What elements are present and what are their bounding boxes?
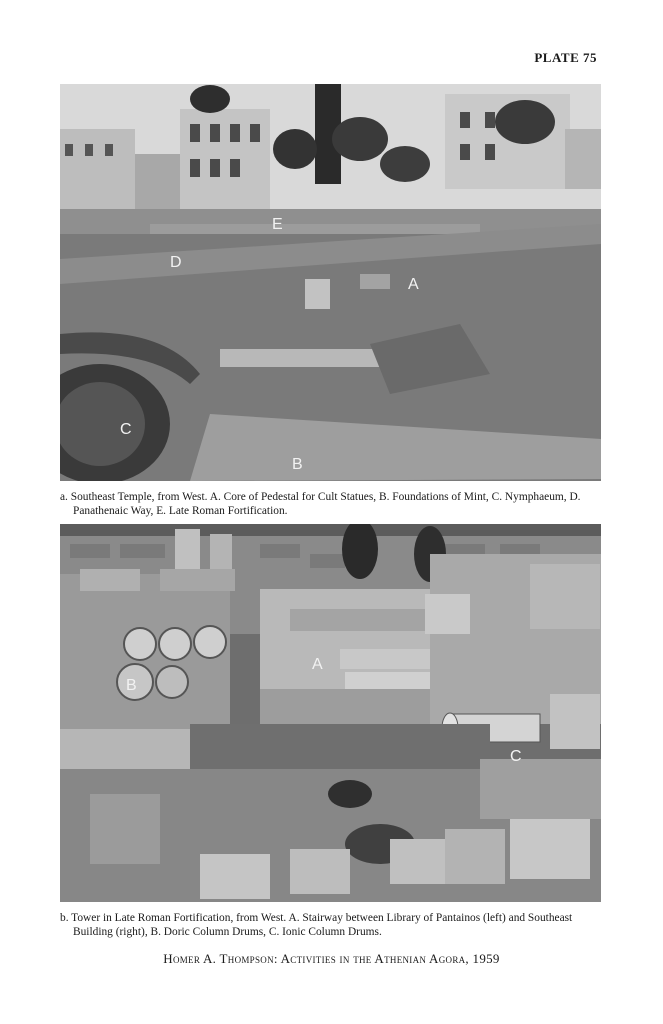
photo-a-image	[60, 84, 601, 481]
photo-tower-fortification	[60, 524, 601, 902]
caption-b: b. Tower in Late Roman Fortification, from West. A. Stairway between Library of Pantainos (left) and Southeast Building (right), B. Doric Column Drums, C. Ionic Column Drums.	[60, 912, 573, 938]
photo-b-letter-c: C	[510, 748, 522, 765]
photo-b-letter-a: A	[312, 656, 323, 673]
running-footer: Homer A. Thompson: Activities in the Athenian Agora, 1959	[163, 951, 500, 966]
photo-b-image	[60, 524, 601, 902]
photo-a-letter-c: C	[120, 421, 132, 438]
photo-a-letter-d: D	[170, 254, 182, 271]
photo-a-letter-a: A	[408, 276, 419, 293]
photo-a-letter-b: B	[292, 456, 303, 473]
caption-a: a. Southeast Temple, from West. A. Core of Pedestal for Cult Statues, B. Foundations of Mint, C. Nymphaeum, D. Panathenaic Way, E. Late Roman Fortification.	[60, 491, 581, 517]
plate-number: PLATE 75	[534, 50, 597, 65]
photo-a-letter-e: E	[272, 216, 283, 233]
photo-b-letter-b: B	[126, 677, 137, 694]
photo-southeast-temple	[60, 84, 601, 481]
